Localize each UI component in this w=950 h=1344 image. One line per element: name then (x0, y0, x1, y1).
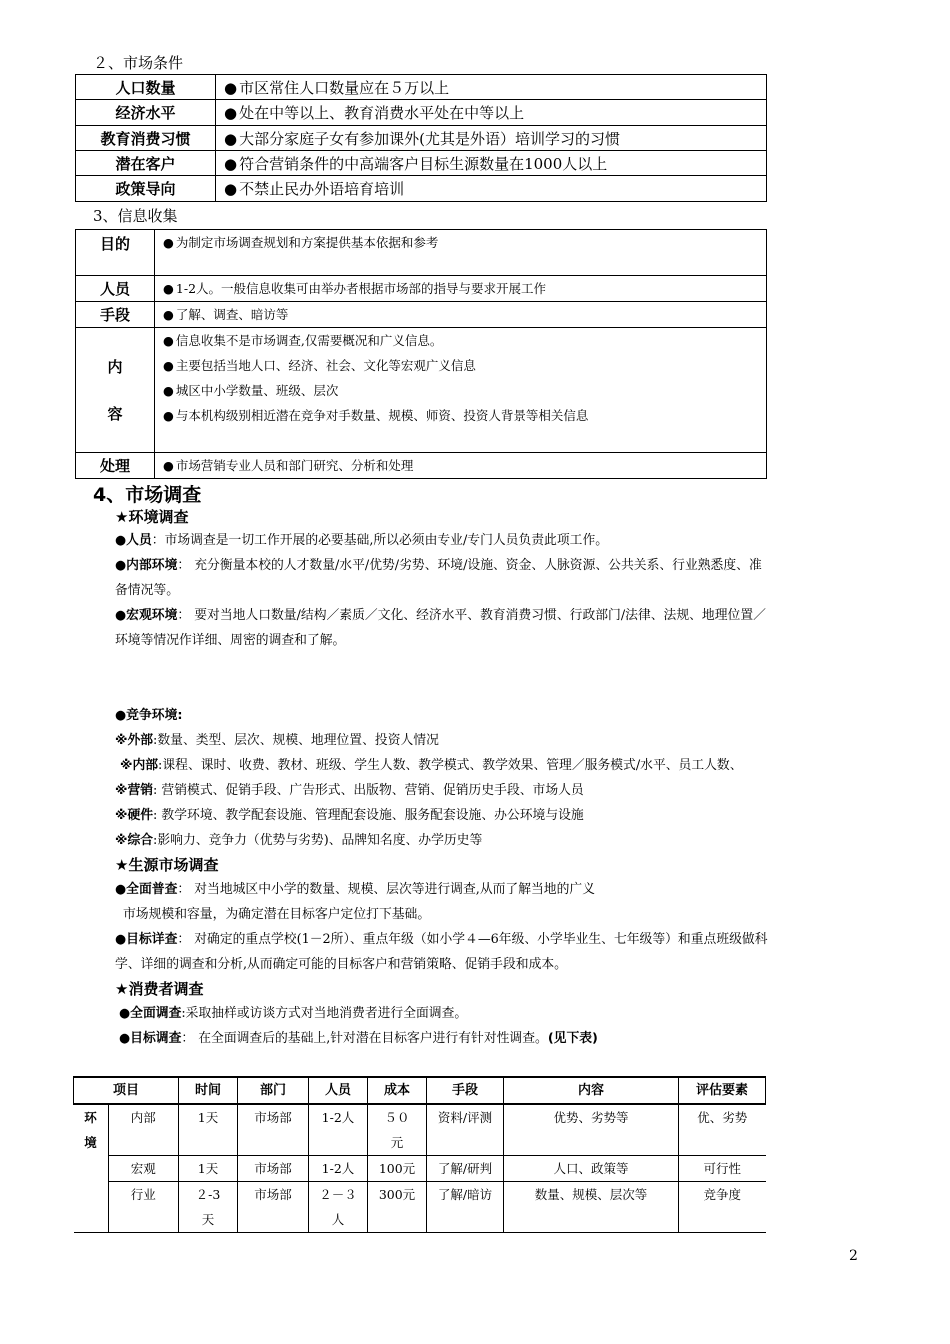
label: ※外部 (115, 733, 154, 748)
staff-text: ● 1-2人。一般信息收集可由举办者根据市场部的指导与要求开展工作 (163, 276, 766, 301)
text: :采取抽样或访谈方式对当地消费者进行全面调查。 (181, 1006, 468, 1021)
table-row (76, 75, 767, 100)
row-value: ● 符合营销条件的中高端客户目标生源数量在1000人以上 (216, 151, 767, 176)
page-number: 2 (849, 1248, 858, 1264)
text: : 营销模式、促销手段、广告形式、出版物、营销、促销历史手段、市场人员 (153, 783, 584, 798)
consumer-full: ●全面调查:采取抽样或访谈方式对当地消费者进行全面调查。 (119, 1006, 468, 1021)
table-row (76, 176, 767, 202)
section3-title: 3、信息收集 (93, 207, 178, 225)
text: ： 对确定的重点学校(1－2所）、重点年级（如小学４—6年级、小学毕业生、七年级等）和重点班级做科 (177, 932, 768, 947)
table-row (76, 453, 767, 479)
source-survey-title: ★生源市场调查 (115, 856, 219, 874)
row-key: 处理 (76, 453, 155, 479)
header-cell: 评估要素 (679, 1077, 766, 1104)
cell-means: 了解/暗访 (427, 1182, 504, 1233)
row-key: 人口数量 (76, 75, 216, 100)
header-cell: 人员 (309, 1077, 368, 1104)
label: 竞争环境: (126, 708, 183, 723)
env-macro: ●宏观环境： 要对当地人口数量/结构／素质／文化、经济水平、教育消费习惯、行政部门/法律、法规、地理位置／ (115, 608, 766, 623)
staff-line: 人 (331, 1212, 345, 1227)
row-key: 手段 (76, 302, 155, 328)
header-cell: 成本 (368, 1077, 427, 1104)
cell-means: 资料/评测 (427, 1104, 504, 1156)
header-cell: 项目 (74, 1077, 179, 1104)
time-line: ２-3 (195, 1187, 221, 1202)
section2-title: ２、市场条件 (93, 54, 184, 72)
row-key: 人员 (76, 276, 155, 302)
row-key (76, 328, 155, 453)
label: ※综合 (115, 833, 154, 848)
note: (见下表) (547, 1031, 598, 1046)
table-row (74, 1156, 766, 1182)
text: ：市场调查是一切工作开展的必要基础,所以必须由专业/专门人员负责此项工作。 (151, 533, 609, 548)
cell-eval: 可行性 (679, 1156, 766, 1182)
cell-cost: 100元 (368, 1156, 427, 1182)
cell-cost (368, 1104, 427, 1156)
env-survey-title: ★环境调查 (115, 508, 189, 526)
group-label (74, 1104, 109, 1233)
cell-eval: 优、劣势 (679, 1104, 766, 1156)
cell-eval: 竞争度 (679, 1182, 766, 1233)
text: ： 要对当地人口数量/结构／素质／文化、经济水平、教育消费习惯、行政部门/法律、法规、地理位置／ (177, 608, 766, 623)
row-value: ● 市区常住人口数量应在５万以上 (216, 75, 767, 100)
comp-env: ●竞争环境: (115, 708, 183, 723)
env-people: ●人员：市场调查是一切工作开展的必要基础,所以必须由专业/专门人员负责此项工作。 (115, 533, 609, 548)
label: 全面普查 (126, 882, 178, 897)
process-text: ● 市场营销专业人员和部门研究、分析和处理 (163, 453, 766, 478)
info-collection-table (75, 229, 767, 479)
label: 全面调查 (130, 1006, 182, 1021)
table-row (76, 100, 767, 126)
cell-item: 内部 (108, 1104, 179, 1156)
cell-time: 1天 (179, 1156, 238, 1182)
env-macro-cont: 环境等情况作详细、周密的调查和了解。 (115, 633, 346, 648)
table-row (74, 1182, 766, 1233)
purpose-text: ● 为制定市场调查规划和方案提供基本依据和参考 (163, 230, 766, 255)
staff-line: ２－３ (319, 1187, 357, 1202)
group-label-1: 环 (84, 1110, 97, 1125)
row-value (155, 328, 767, 453)
row-value (155, 453, 767, 479)
text: : 教学环境、教学配套设施、管理配套设施、服务配套设施、办公环境与设施 (153, 808, 584, 823)
cost-line: ５０ (384, 1110, 410, 1125)
means-text: ● 了解、调查、暗访等 (163, 302, 766, 327)
cell-content: 人口、政策等 (504, 1156, 679, 1182)
cell-content: 优势、劣势等 (504, 1104, 679, 1156)
text: :数量、类型、层次、规模、地理位置、投资人情况 (153, 733, 439, 748)
text: ： 对当地城区中小学的数量、规模、层次等进行调查,从而了解当地的广义 (177, 882, 595, 897)
text: :影响力、竞争力（优势与劣势)、品牌知名度、办学历史等 (153, 833, 483, 848)
source-target: ●目标详查： 对确定的重点学校(1－2所）、重点年级（如小学４—6年级、小学毕业生、七年级等）和重点班级做科 (115, 932, 768, 947)
source-target-cont: 学、详细的调查和分析,从而确定可能的目标客户和营销策略、促销手段和成本。 (115, 957, 567, 972)
cell-item: 宏观 (108, 1156, 179, 1182)
source-full-cont: 市场规模和容量，为确定潜在目标客户定位打下基础。 (123, 907, 431, 922)
table-header-row (74, 1077, 766, 1104)
table-row (76, 276, 767, 302)
row-value: ● 不禁止民办外语培育培训 (216, 176, 767, 202)
text: ： 在全面调查后的基础上,针对潜在目标客户进行有针对性调查。 (181, 1031, 548, 1046)
market-conditions-table (75, 74, 767, 202)
header-cell: 内容 (504, 1077, 679, 1104)
row-value: ● 处在中等以上、教育消费水平处在中等以上 (216, 100, 767, 126)
consumer-target: ●目标调查： 在全面调查后的基础上,针对潜在目标客户进行有针对性调查。(见下表) (119, 1031, 598, 1046)
label: 宏观环境 (126, 608, 178, 623)
comp-item (115, 803, 584, 828)
label: 目标调查 (130, 1031, 182, 1046)
header-cell: 部门 (238, 1077, 309, 1104)
header-cell: 手段 (427, 1077, 504, 1104)
content-line: ● 城区中小学数量、班级、层次 (163, 378, 766, 403)
table-row (76, 151, 767, 176)
cell-item: 行业 (108, 1182, 179, 1233)
survey-table (73, 1076, 766, 1233)
comp-item (115, 778, 584, 803)
env-internal-cont: 备情况等。 (115, 583, 179, 598)
cell-time (179, 1182, 238, 1233)
text: ： 充分衡量本校的人才数量/水平/优势/劣势、环境/设施、资金、人脉资源、公共关系、行业熟悉度、准 (177, 558, 762, 573)
table-row (74, 1104, 766, 1156)
comp-item (115, 728, 439, 753)
cell-staff: 1-2人 (309, 1156, 368, 1182)
label: ※营销 (115, 783, 154, 798)
content-key-1: 内 (107, 358, 123, 376)
comp-item (115, 828, 482, 853)
label: ※硬件 (115, 808, 154, 823)
cell-staff (309, 1182, 368, 1233)
label: 内部环境 (126, 558, 178, 573)
label: ※内部 (120, 758, 159, 773)
label: 目标详查 (126, 932, 178, 947)
text: :课程、课时、收费、教材、班级、学生人数、教学模式、教学效果、管理／服务模式/水平、员工人数、 (158, 758, 743, 773)
comp-item (120, 753, 743, 778)
header-cell: 时间 (179, 1077, 238, 1104)
row-key: 目的 (76, 230, 155, 276)
content-line: ● 信息收集不是市场调查,仅需要概况和广义信息。 (163, 328, 766, 353)
table-row (76, 302, 767, 328)
cell-means: 了解/研判 (427, 1156, 504, 1182)
cell-dept: 市场部 (238, 1104, 309, 1156)
content-line: ● 与本机构级别相近潜在竞争对手数量、规模、师资、投资人背景等相关信息 (163, 403, 766, 428)
table-row (76, 328, 767, 453)
cell-content: 数量、规模、层次等 (504, 1182, 679, 1233)
group-label-2: 境 (84, 1135, 97, 1150)
row-key: 经济水平 (76, 100, 216, 126)
cell-time: 1天 (179, 1104, 238, 1156)
cost-line: 元 (390, 1135, 404, 1150)
label: 人员 (126, 533, 152, 548)
cell-cost: 300元 (368, 1182, 427, 1233)
table-row (76, 126, 767, 151)
consumer-survey-title: ★消费者调查 (115, 980, 204, 998)
row-value (155, 302, 767, 328)
time-line: 天 (201, 1212, 215, 1227)
row-key: 政策导向 (76, 176, 216, 202)
content-line: ● 主要包括当地人口、经济、社会、文化等宏观广义信息 (163, 353, 766, 378)
row-value (155, 276, 767, 302)
content-key-2: 容 (107, 405, 123, 423)
row-key: 教育消费习惯 (76, 126, 216, 151)
table-row (76, 230, 767, 276)
cell-dept: 市场部 (238, 1182, 309, 1233)
source-full: ●全面普查： 对当地城区中小学的数量、规模、层次等进行调查,从而了解当地的广义 (115, 882, 595, 897)
row-value: ● 大部分家庭子女有参加课外(尤其是外语）培训学习的习惯 (216, 126, 767, 151)
cell-dept: 市场部 (238, 1156, 309, 1182)
env-internal: ●内部环境： 充分衡量本校的人才数量/水平/优势/劣势、环境/设施、资金、人脉资源、公共关系、行业熟悉度、准 (115, 558, 762, 573)
row-value (155, 230, 767, 276)
row-key: 潜在客户 (76, 151, 216, 176)
cell-staff: 1-2人 (309, 1104, 368, 1156)
section4-title: 4、市场调查 (93, 484, 202, 506)
